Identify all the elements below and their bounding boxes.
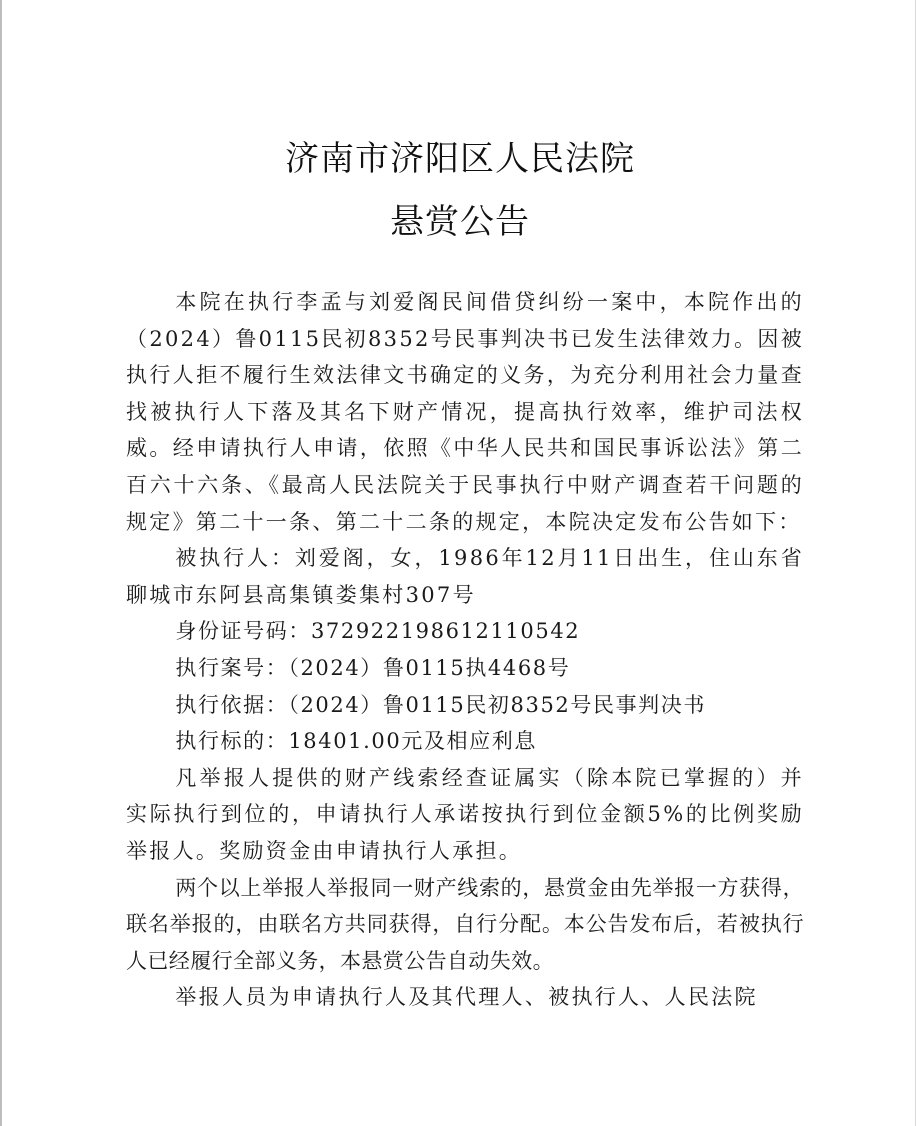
- enforcement-amount-line: 执行标的：18401.00元及相应利息: [175, 729, 537, 754]
- intro-paragraph: 本院在执行李孟与刘爱阁民间借贷纠纷一案中，本院作出的（2024）鲁0115民初8352号民事判决书已发生法律效力。因被执行人拒不履行生效法律文书确定的义务，为充分利用社会力量查找被执行人下落及其名下财产情况，提高执行效率，维护司法权威。经申请执行人申请，依照《中华人民共和国民事诉讼法》第二百六十六条、《最高人民法院关于民事执行中财产调查若干问题的规定》第二十一条、第二十二条的规定，本院决定发布公告如下：: [126, 290, 804, 534]
- respondent-paragraph: 被执行人：刘爱阁，女，1986年12月11日出生，住山东省聊城市东阿县高集镇娄集村307号: [126, 546, 804, 607]
- excluded-reporters-paragraph: 举报人员为申请执行人及其代理人、被执行人、人民法院: [175, 985, 758, 1010]
- case-number-line: 执行案号：（2024）鲁0115执4468号: [175, 655, 571, 680]
- court-name-heading: 济南市济阳区人民法院: [285, 139, 635, 179]
- notice-title-heading: 悬赏公告: [390, 202, 530, 242]
- id-number-line: 身份证号码：372922198612110542: [175, 619, 581, 644]
- enforcement-basis-line: 执行依据：（2024）鲁0115民初8352号民事判决书: [175, 692, 706, 717]
- reward-terms-paragraph: 凡举报人提供的财产线索经查证属实（除本院已掌握的）并实际执行到位的，申请执行人承诺按执行到位金额5%的比例奖励举报人。奖励资金由申请执行人承担。: [126, 765, 804, 863]
- multiple-reporters-paragraph: 两个以上举报人举报同一财产线索的，悬赏金由先举报一方获得，联名举报的，由联名方共同获得，自行分配。本公告发布后，若被执行人已经履行全部义务，本悬赏公告自动失效。: [126, 875, 804, 973]
- notice-body: [126, 284, 804, 1016]
